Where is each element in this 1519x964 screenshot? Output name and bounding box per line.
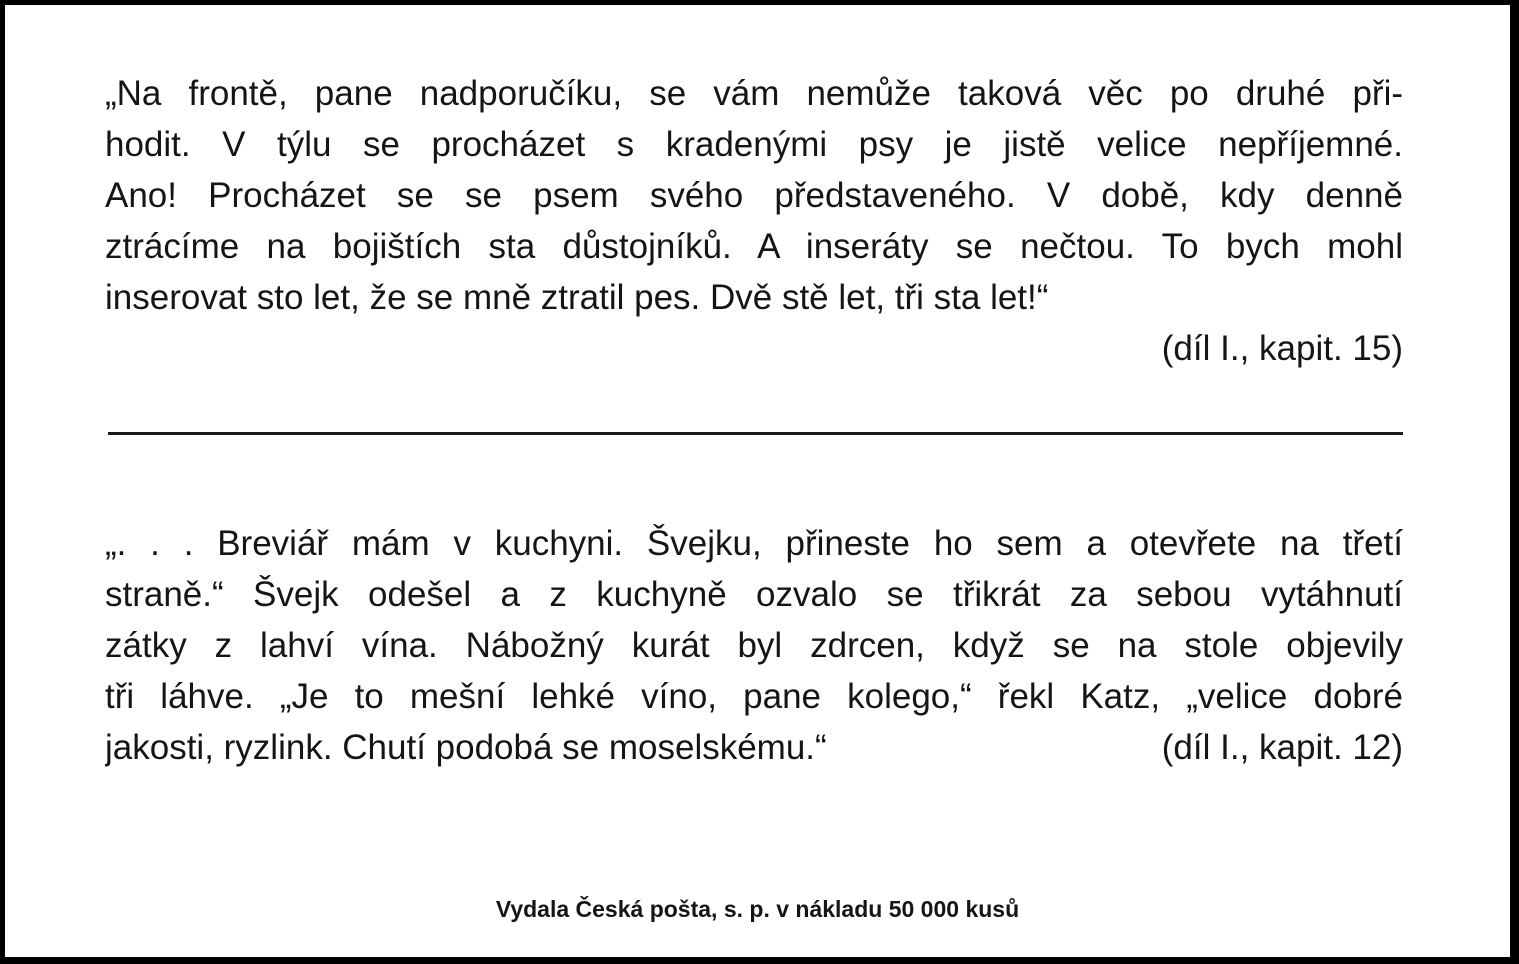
quote-1-line-4: ztrácíme na bojištích sta důstojníků. A inseráty se nečtou. To bych mohl [105, 227, 1403, 266]
quote-2-line-5: jakosti, ryzlink. Chutí podobá se moselskému.“ [105, 728, 827, 767]
quote-2-line-1: „. . . Breviář mám v kuchyni. Švejku, přineste ho sem a otevřete na třetí [105, 524, 1403, 563]
quote-1-line-5: inserovat sto let, že se mně ztratil pes. Dvě stě let, tři sta let!“ [105, 278, 1049, 317]
postcard-back [5, 5, 1510, 957]
publisher-footer: Vydala Česká pošta, s. p. v nákladu 50 000 kusů [495, 896, 1020, 922]
quote-1-line-3: Ano! Procházet se se psem svého představeného. V době, kdy denně [105, 176, 1403, 215]
quote-1-line-1: „Na frontě, pane nadporučíku, se vám nemůže taková věc po druhé při- [105, 74, 1403, 113]
quote-block-1 [105, 68, 1403, 374]
section-divider [108, 432, 1403, 435]
quote-2-reference: (díl I., kapit. 12) [1161, 728, 1403, 767]
quote-block-2 [105, 518, 1403, 773]
quote-1-line-2: hodit. V týlu se procházet s kradenými psy je jistě velice nepříjemné. [105, 125, 1403, 164]
quote-2-line-4: tři láhve. „Je to mešní lehké víno, pane kolego,“ řekl Katz, „velice dobré [105, 677, 1403, 716]
quote-2-line-2: straně.“ Švejk odešel a z kuchyně ozvalo se třikrát za sebou vytáhnutí [105, 575, 1403, 614]
quote-2-line-3: zátky z lahví vína. Nábožný kurát byl zdrcen, když se na stole objevily [105, 626, 1403, 665]
quote-2-last-row [105, 722, 1403, 773]
quote-1-reference: (díl I., kapit. 15) [1161, 329, 1403, 368]
